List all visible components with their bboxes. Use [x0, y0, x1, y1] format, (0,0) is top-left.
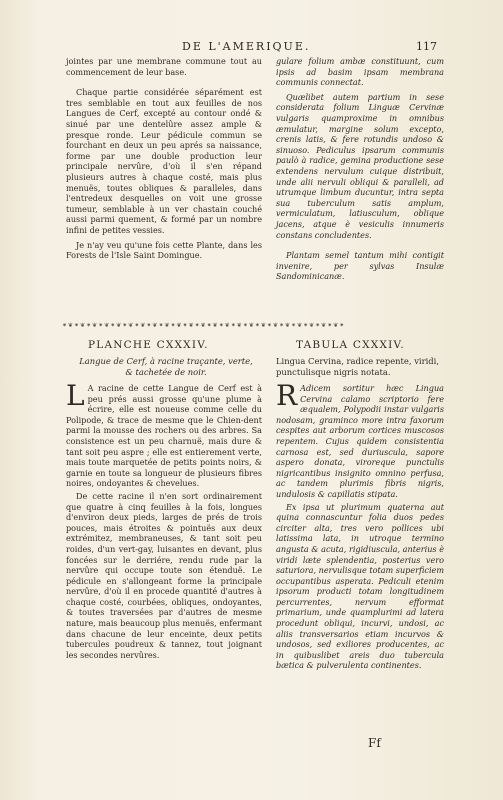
plate-subtitle-french: Langue de Cerf, à racine traçante, verte, & tachetée de noir.: [79, 356, 253, 377]
paragraph: Chaque partie considérée séparément est tres semblable en tout aux feuilles de nos Langues de Cerf, excepté au contour ondé & sinué par une dentelûre assez ample & presque ronde. Leur pédicule commun se fourchant en deux un peu aprés sa naissance, forme par une double production leur principale nervûre, d'où il s'en répand plusieurs autres à chaque costé, mais plus menuës, toutes obliques & paralleles, dans l'entredeux desquelles on voit une grosse tumeur, semblable à un ver chastain couché aussi parmi quement, & formé par un nombre infini de petites vessies.: [66, 87, 262, 235]
paragraph: Ex ipsa ut plurimum quaterna aut quina connascuntur folia duos pedes circiter alta, tres vero pollices ubi latissima lata, in utroque termino angusta & acuta, rigidiuscula, anterius è viridi læte splendentia, posterius vero saturiora, nervulisque totam superficiem occupantibus asperata. Pediculi etenim ipsorum producti totam longitudinem percurrentes, nervum efformat primarium, unde quamplurimi ad latera procedunt obliqui, incurvi, undosi, ac aliis transversarios etiam incurvos & undosos, sed exiliores producentes, ac in quibuslibet areis duo tubercula bætica & pulverulenta continentes.: [276, 501, 445, 671]
paragraph: [276, 379, 444, 500]
paragraph: Quælibet autem partium in sese considerata folium Linguæ Cervinæ vulgaris quamproxime in omnibus æmulatur, margine solum excepto, crenis latis, & fere rotundis undoso & sinuoso. Pediculus ipsarum communis paulò à radice, gemina productione sese extendens nervulum cuique distribuit, unde alii nervuli obliqui & paralleli, ad utrumque limbum ducuntur, intra septa sua tuberculum satis amplum, vermiculatum, latiusculum, oblique jacens, atque è vesiculis innumeris constans concludentes.: [276, 91, 444, 240]
running-title: DE L'AMERIQUE.: [182, 40, 311, 53]
paragraph: gulare folium ambæ constituunt, cum ipsis ad basim ipsam membrana communis connectat.: [276, 56, 444, 88]
drop-cap: L: [66, 379, 85, 412]
paragraph: Plantam semel tantum mihi contigit invenire, per sylvas Insulæ Sandominicanæ.: [276, 250, 444, 282]
lower-right-column: [276, 379, 445, 671]
paragraph: De cette racine il n'en sort ordinairement que quatre à cinq feuilles à la fois, longues d'environ deux pieds, larges de prés de trois pouces, mais étroites & pointuës aux deux extrémitez, membraneuses, & tant soit peu roides, d'un vert-gay, luisantes en devant, plus foncées sur le derriére, rendu rude par la nervûre qui occupe toute son étenduë. Le pédicule en s'allongeant forme la principale nervûre, d'où il en procede quantité d'autres à chaque costé, courbées, obliques, ondoyantes, & toutes traversées par d'autres de mesme nature, mais beaucoup plus menuës, enfermant dans chacune de leur enceinte, deux petits tubercules poudreux & tannez, tout joignant les secondes nervûres.: [66, 490, 262, 660]
upper-right-column: [276, 56, 444, 282]
lower-left-column: [66, 379, 262, 660]
plate-heading-latin: TABULA CXXXIV.: [296, 339, 405, 351]
paragraph-text: Adicem sortitur hæc Lingua Cervina calamo scriptorio fere æqualem, Polypodii instar vulgaris nodosam, graminco more intra faxorum cespites aut arborum cortices muscosos repentem. Cujus quidem consistentia carnosa est, sed duriuscula, sapore aspero donata, viroreque punctulis nigricantibus insignito omnino perfusa, ac tandem plurimis fibris nigris, undulosis & capillatis stipata.: [276, 383, 444, 499]
paragraph: Je n'ay veu qu'une fois cette Plante, dans les Forests de l'Isle Saint Domingue.: [66, 239, 262, 261]
plate-subtitle-latin: Lingua Cervina, radice repente, viridi, punctulisque nigris notata.: [276, 356, 439, 377]
paragraph: jointes par une membrane commune tout au commencement de leur base.: [66, 56, 262, 77]
upper-left-column: [66, 56, 262, 261]
signature-mark: Ff: [368, 736, 381, 750]
paragraph-text: A racine de cette Langue de Cerf est à peu prés aussi grosse qu'une plume à écrire, elle est noueuse comme celle du Polipode, & trace de mesme que le Chien-dent parmi la mousse des rochers ou des arbres. Sa consistence est un peu charnuë, mais dure & tant soit peu aspre ; elle est entierement verte, mais toute marquetée de petits points noirs, & garnie en toute sa longueur de plusieurs fibres noires, ondoyantes & chevelues.: [66, 383, 262, 489]
drop-cap: R: [276, 379, 298, 412]
page-number: 117: [416, 40, 437, 53]
plate-heading-french: PLANCHE CXXXIV.: [88, 339, 209, 351]
page-header: [0, 40, 503, 54]
paragraph: [66, 379, 262, 489]
ornamental-separator: ⁕❦⁕❦⁕❦⁕❦⁕❦⁕❦⁕❦⁕❦⁕❦⁕❦⁕❦⁕❦⁕❦⁕❦⁕❦⁕❦⁕❦⁕❦⁕❦⁕❦⁕❦⁕❦⁕❦⁕: [62, 322, 346, 329]
